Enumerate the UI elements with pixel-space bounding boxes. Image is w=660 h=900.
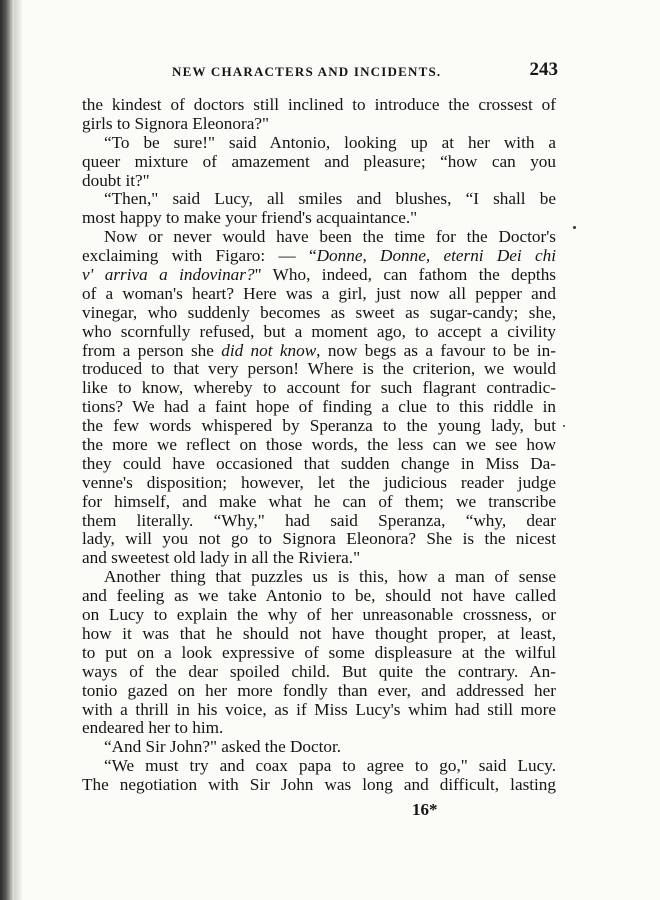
text-line xyxy=(82,682,556,701)
text-segment: “To be sure!" said Antonio, looking up at her with a xyxy=(104,132,556,152)
page-header xyxy=(172,60,558,84)
running-title: NEW CHARACTERS AND INCIDENTS. xyxy=(172,64,442,79)
text-line xyxy=(82,172,556,191)
text-line xyxy=(82,417,556,436)
text-segment: them literally. “Why," had said Speranza, “why, dear xyxy=(82,510,556,530)
text-segment: Another thing that puzzles us is this, how a man of sense xyxy=(104,567,556,587)
speck xyxy=(573,226,576,229)
text-line xyxy=(82,304,556,323)
text-segment: the kindest of doctors still inclined to introduce the crossest of xyxy=(82,95,556,114)
text-line xyxy=(82,323,556,342)
text-segment: Now or never would have been the time for the Doctor's xyxy=(104,227,556,247)
text-segment: they could have occasioned that sudden change in Miss Da- xyxy=(82,453,556,473)
text-line xyxy=(82,644,556,663)
text-segment: to put on a look expressive of some displeasure at the wilful xyxy=(82,642,556,662)
text-segment: “Then," said Lucy, all smiles and blushes, “I shall be xyxy=(104,189,556,209)
text-line xyxy=(82,625,556,644)
italic-text: v' arriva a indovinar? xyxy=(82,265,255,285)
text-segment: ways of the dear spoiled child. But quite the contrary. An- xyxy=(82,661,556,681)
text-segment: most happy to make your friend's acquaintance." xyxy=(82,208,418,228)
text-line xyxy=(82,115,556,134)
book-binding-edge xyxy=(0,0,14,900)
text-segment: tions? We had a faint hope of finding a clue to this riddle in xyxy=(82,397,556,417)
text-line xyxy=(82,209,556,228)
speck xyxy=(563,425,565,427)
text-line xyxy=(82,738,556,757)
text-segment: and sweetest old lady in all the Riviera." xyxy=(82,548,361,568)
text-segment: queer mixture of amazement and pleasure; “how can you xyxy=(82,151,556,171)
text-line xyxy=(82,455,556,474)
text-segment: and feeling as we take Antonio to be, should not have called xyxy=(82,586,556,606)
text-segment: “We must try and coax papa to agree to go," said Lucy. xyxy=(104,756,556,776)
text-segment: endeared her to him. xyxy=(82,718,224,738)
text-line xyxy=(82,568,556,587)
text-segment: vinegar, who suddenly becomes as sweet as sugar-candy; she, xyxy=(82,302,556,322)
text-line xyxy=(82,379,556,398)
text-segment: how it was that he should not have thought proper, at least, xyxy=(82,623,556,643)
italic-text: Donne, Donne, eterni Dei chi xyxy=(316,246,556,266)
page-number: 243 xyxy=(529,59,558,80)
text-line xyxy=(82,342,556,361)
text-segment: lady, will you not go to Signora Eleonora? She is the nicest xyxy=(82,529,556,549)
text-segment: “And Sir John?" asked the Doctor. xyxy=(104,737,342,757)
text-segment: for himself, and make what he can of them; we transcribe xyxy=(82,491,556,511)
text-segment: " Who, indeed, can fathom the depths xyxy=(254,265,556,285)
text-line xyxy=(82,247,556,266)
text-segment: The negotiation with Sir John was long and difficult, lasting xyxy=(82,775,556,795)
text-line xyxy=(82,360,556,379)
text-segment: who scornfully refused, but a moment ago, to accept a civility xyxy=(82,321,556,341)
text-line xyxy=(82,436,556,455)
text-line xyxy=(82,228,556,247)
text-line xyxy=(82,549,556,568)
text-line xyxy=(82,530,556,549)
text-segment: tonio gazed on her more fondly than ever, and addressed her xyxy=(82,680,556,700)
text-line xyxy=(82,153,556,172)
text-line xyxy=(82,266,556,285)
text-segment: from a person she xyxy=(82,340,222,360)
text-line xyxy=(82,134,556,153)
text-line xyxy=(82,398,556,417)
text-segment: girls to Signora Eleonora?" xyxy=(82,113,269,133)
text-segment: venne's disposition; however, let the judicious reader judge xyxy=(82,472,556,492)
text-line xyxy=(82,512,556,531)
text-segment: troduced to that very person! Where is the criterion, we would xyxy=(82,359,556,379)
text-segment: , now begs as a favour to be in- xyxy=(316,340,556,360)
text-segment: the few words whispered by Speranza to the young lady, but xyxy=(82,416,556,436)
text-line xyxy=(82,96,556,115)
text-segment: the more we reflect on those words, the less can we see how xyxy=(82,435,556,455)
text-line xyxy=(82,474,556,493)
page-gutter xyxy=(14,0,22,900)
signature-mark: 16* xyxy=(412,800,438,819)
text-line xyxy=(82,285,556,304)
text-segment: exclaiming with Figaro: — “ xyxy=(82,246,317,266)
text-segment: like to know, whereby to account for such flagrant contradic- xyxy=(82,378,556,398)
text-segment: on Lucy to explain the why of her unreasonable crossness, or xyxy=(82,605,556,625)
text-segment: doubt it?" xyxy=(82,170,150,190)
text-line xyxy=(82,606,556,625)
body-text xyxy=(82,96,556,795)
text-segment: of a woman's heart? Here was a girl, just now all pepper and xyxy=(82,283,556,303)
text-line xyxy=(82,757,556,776)
text-line xyxy=(82,776,556,795)
text-line xyxy=(82,587,556,606)
text-line xyxy=(82,719,556,738)
italic-text: did not know xyxy=(221,340,317,360)
text-line xyxy=(82,493,556,512)
text-segment: with a thrill in his voice, as if Miss Lucy's whim had still more xyxy=(82,699,556,719)
text-line xyxy=(82,701,556,720)
text-line xyxy=(82,663,556,682)
text-line xyxy=(82,190,556,209)
